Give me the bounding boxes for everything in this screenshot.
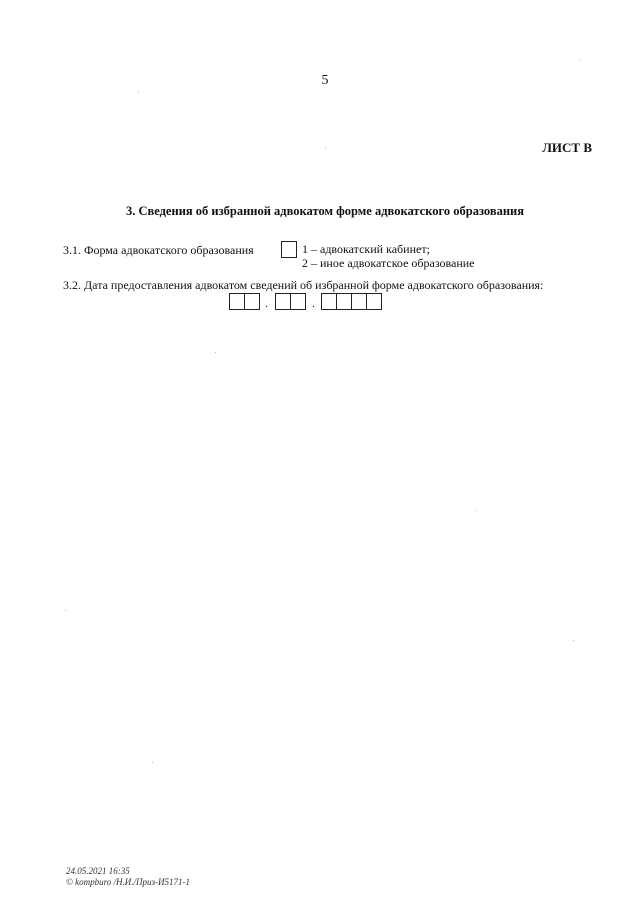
date-year-cell[interactable] — [351, 293, 367, 310]
date-year-cell[interactable] — [366, 293, 382, 310]
date-year-cell[interactable] — [321, 293, 337, 310]
scan-speck — [215, 352, 216, 353]
date-day-cell[interactable] — [244, 293, 260, 310]
date-day-cell[interactable] — [229, 293, 245, 310]
date-month-cell[interactable] — [275, 293, 291, 310]
section-title: 3. Сведения об избранной адвокатом форме адвокатского образования — [125, 204, 525, 218]
date-separator: . — [312, 296, 315, 310]
date-month-cell[interactable] — [290, 293, 306, 310]
form-type-input-cell[interactable] — [281, 241, 297, 258]
scan-speck — [138, 92, 139, 93]
form-type-option-1: 1 – адвокатский кабинет; — [302, 242, 430, 256]
date-day-cells[interactable] — [229, 293, 260, 310]
footer-timestamp: 24.05.2021 16:35 — [66, 866, 130, 876]
sheet-label: ЛИСТ В — [542, 140, 592, 155]
date-separator: . — [265, 296, 268, 310]
date-year-cells[interactable] — [321, 293, 382, 310]
submission-date-label: 3.2. Дата предоставления адвокатом сведений об избранной форме адвокатского образования: — [63, 278, 544, 292]
scan-speck — [152, 762, 153, 763]
form-type-label: 3.1. Форма адвокатского образования — [63, 243, 254, 257]
scan-speck — [325, 148, 326, 149]
scan-speck — [475, 510, 476, 511]
form-type-option-2: 2 – иное адвокатское образование — [302, 256, 475, 270]
scan-speck — [573, 640, 574, 641]
footer-reference: © kompburo /Н.И./Приз-И5171-1 — [66, 877, 191, 887]
date-year-cell[interactable] — [336, 293, 352, 310]
scan-speck — [65, 610, 66, 611]
date-month-cells[interactable] — [275, 293, 306, 310]
footer-stamp — [66, 866, 190, 888]
page-number: 5 — [321, 73, 329, 88]
scan-speck — [580, 60, 581, 61]
